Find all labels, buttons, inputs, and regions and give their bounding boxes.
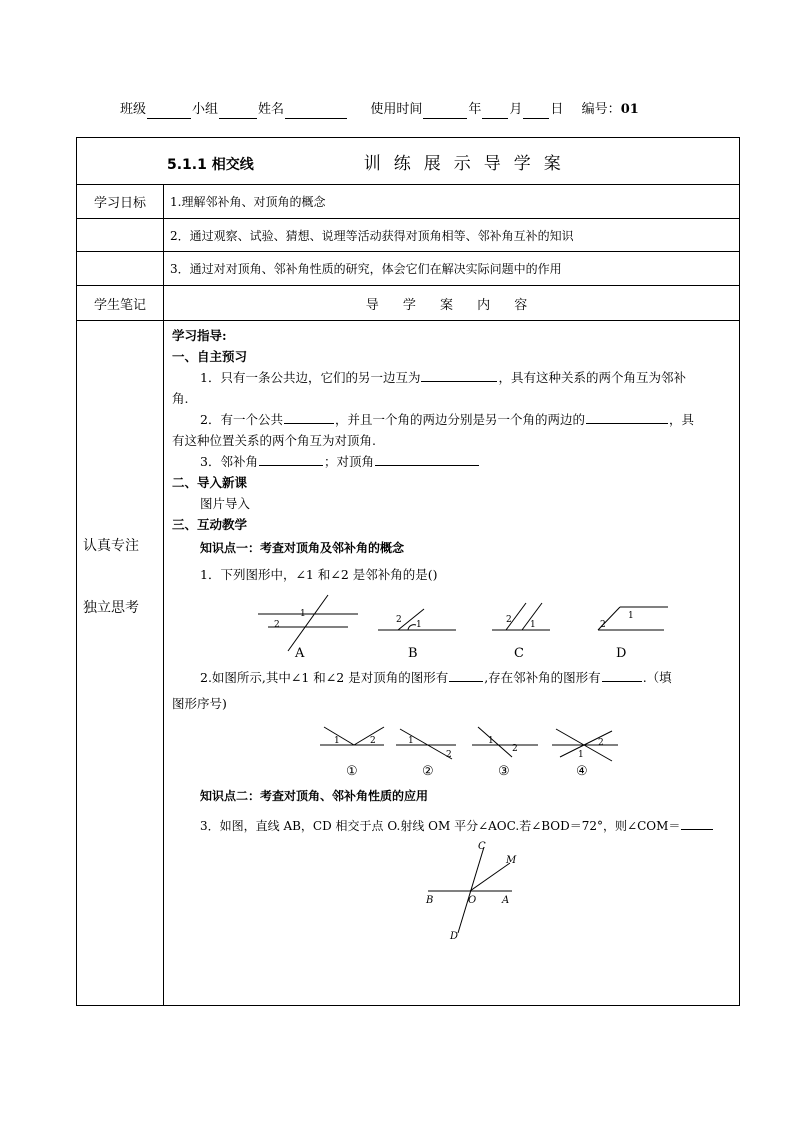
year-label: 年 xyxy=(468,102,482,117)
point-d: D xyxy=(450,931,459,941)
fig1-label-c: C xyxy=(514,646,524,661)
number-value: 01 xyxy=(620,102,639,117)
p2-blank-1[interactable] xyxy=(449,668,483,682)
section3-heading: 三、互动教学 xyxy=(172,517,248,532)
fig1-label-b: B xyxy=(408,646,418,661)
fig2-label-4: ④ xyxy=(576,764,588,779)
knowledge-point-1: 知识点一：考查对顶角及邻补角的概念 xyxy=(200,541,405,555)
name-label: 姓名 xyxy=(258,102,285,117)
question-3: 3．邻补角 ；对顶角 xyxy=(172,451,731,472)
section2-heading: 二、导入新课 xyxy=(172,475,248,490)
question-1: 1．只有一条公共边，它们的另一边互为 ，具有这种关系的两个角互为邻补 xyxy=(200,370,686,385)
section-title: 5.1.1 相交线 xyxy=(167,156,254,173)
year-blank[interactable] xyxy=(423,104,467,119)
point-c: C xyxy=(478,841,486,852)
figure-a xyxy=(258,595,358,651)
svg-text:2: 2 xyxy=(396,615,402,625)
section2-text: 图片导入 xyxy=(200,496,251,511)
svg-text:2: 2 xyxy=(598,738,604,748)
figure-d xyxy=(598,607,668,630)
goal-row-1 xyxy=(77,185,740,219)
content-label: 导 学 案 内 容 xyxy=(164,286,740,321)
title-row xyxy=(77,138,740,185)
problem-3: 3．如图，直线 AB，CD 相交于点 O.射线 OM 平分∠AOC.若∠BOD＝72°，则∠COM＝ xyxy=(172,811,731,841)
point-m: M xyxy=(506,855,517,866)
goal-1: 1.理解邻补角、对顶角的概念 xyxy=(164,185,740,219)
problem-2-cont: 图形序号) xyxy=(172,696,227,711)
fig2-label-2: ② xyxy=(422,764,434,779)
month-label: 月 xyxy=(509,102,523,117)
name-blank[interactable] xyxy=(285,104,347,119)
question-1-cont: 角. xyxy=(172,391,189,406)
svg-text:1: 1 xyxy=(416,620,422,630)
worksheet-table xyxy=(76,137,740,1006)
svg-text:2: 2 xyxy=(506,615,512,625)
svg-text:2: 2 xyxy=(600,620,606,630)
fig2-label-1: ① xyxy=(346,764,358,779)
svg-text:1: 1 xyxy=(578,750,584,760)
figure-2-1 xyxy=(320,727,384,746)
day-label: 日 xyxy=(550,102,564,117)
point-b: B xyxy=(426,895,434,906)
section1-heading: 一、自主预习 xyxy=(172,349,248,364)
notes-column[interactable] xyxy=(77,321,164,1006)
fig1-label-d: D xyxy=(616,646,627,661)
notes-label: 学生笔记 xyxy=(77,286,164,321)
group-blank[interactable] xyxy=(219,104,257,119)
title-cell xyxy=(77,138,740,185)
group-label: 小组 xyxy=(192,102,219,117)
goals-label: 学习日标 xyxy=(77,185,164,219)
q3-blank-2[interactable] xyxy=(375,452,479,466)
fig1-label-a: A xyxy=(295,646,305,661)
svg-text:2: 2 xyxy=(370,736,376,746)
figure-c xyxy=(492,603,550,630)
q1-blank[interactable] xyxy=(421,368,497,382)
content-row xyxy=(77,321,740,1006)
figure-2-4 xyxy=(552,729,618,761)
svg-text:1: 1 xyxy=(628,611,634,621)
problem-1: 1．下列图形中，∠1 和∠2 是邻补角的是() xyxy=(200,567,438,582)
month-blank[interactable] xyxy=(482,104,508,119)
question-2-cont: 有这种位置关系的两个角互为对顶角. xyxy=(172,433,376,448)
svg-text:1: 1 xyxy=(488,736,494,746)
content-body xyxy=(164,321,740,1006)
empty-label-cell xyxy=(77,252,164,286)
goal-row-3 xyxy=(77,252,740,286)
goal-2: 2．通过观察、试验、猜想、说理等活动获得对顶角相等、邻补角互补的知识 xyxy=(164,219,740,252)
svg-text:1: 1 xyxy=(300,609,306,619)
knowledge-point-2: 知识点二：考查对顶角、邻补角性质的应用 xyxy=(200,789,429,803)
svg-text:2: 2 xyxy=(446,750,452,760)
q2-blank-1[interactable] xyxy=(284,410,334,424)
problem-1-figures xyxy=(172,589,732,665)
side-note-think: 独立思考 xyxy=(83,600,139,616)
goal-3: 3．通过对对顶角、邻补角性质的研究，体会它们在解决实际问题中的作用 xyxy=(164,252,740,286)
ray-om xyxy=(470,863,510,891)
problem-2-figures xyxy=(172,717,732,781)
day-blank[interactable] xyxy=(523,104,549,119)
class-blank[interactable] xyxy=(147,104,191,119)
problem-2: 2.如图所示,其中∠1 和∠2 是对顶角的图形有 ,存在邻补角的图形有 .（填 xyxy=(200,670,672,685)
header-info-line xyxy=(120,101,760,119)
point-a: A xyxy=(502,895,510,906)
svg-text:1: 1 xyxy=(334,736,340,746)
point-o: O xyxy=(468,895,477,906)
p3-blank[interactable] xyxy=(681,816,713,830)
svg-text:2: 2 xyxy=(512,744,518,754)
empty-label-cell xyxy=(77,219,164,252)
guide-heading: 学习指导: xyxy=(172,328,227,343)
svg-text:2: 2 xyxy=(274,620,280,630)
side-note-focus: 认真专注 xyxy=(83,538,139,554)
notes-row xyxy=(77,286,740,321)
question-2: 2．有一个公共 ，并且一个角的两边分别是另一个角的两边的 ，具 xyxy=(200,412,694,427)
p2-blank-2[interactable] xyxy=(602,668,642,682)
class-label: 班级 xyxy=(120,102,147,117)
figure-2-2 xyxy=(396,729,456,760)
q2-blank-2[interactable] xyxy=(586,410,668,424)
q3-blank-1[interactable] xyxy=(259,452,323,466)
goal-row-2 xyxy=(77,219,740,252)
fig2-label-3: ③ xyxy=(498,764,510,779)
svg-text:1: 1 xyxy=(408,736,414,746)
figure-2-3 xyxy=(472,727,538,757)
time-label: 使用时间 xyxy=(370,102,423,117)
worksheet-subtitle: 训练展示导学案 xyxy=(363,153,574,174)
problem-3-figure xyxy=(172,841,732,941)
number-label: 编号： xyxy=(581,102,621,117)
figure-b xyxy=(378,609,456,630)
svg-text:1: 1 xyxy=(530,620,536,630)
